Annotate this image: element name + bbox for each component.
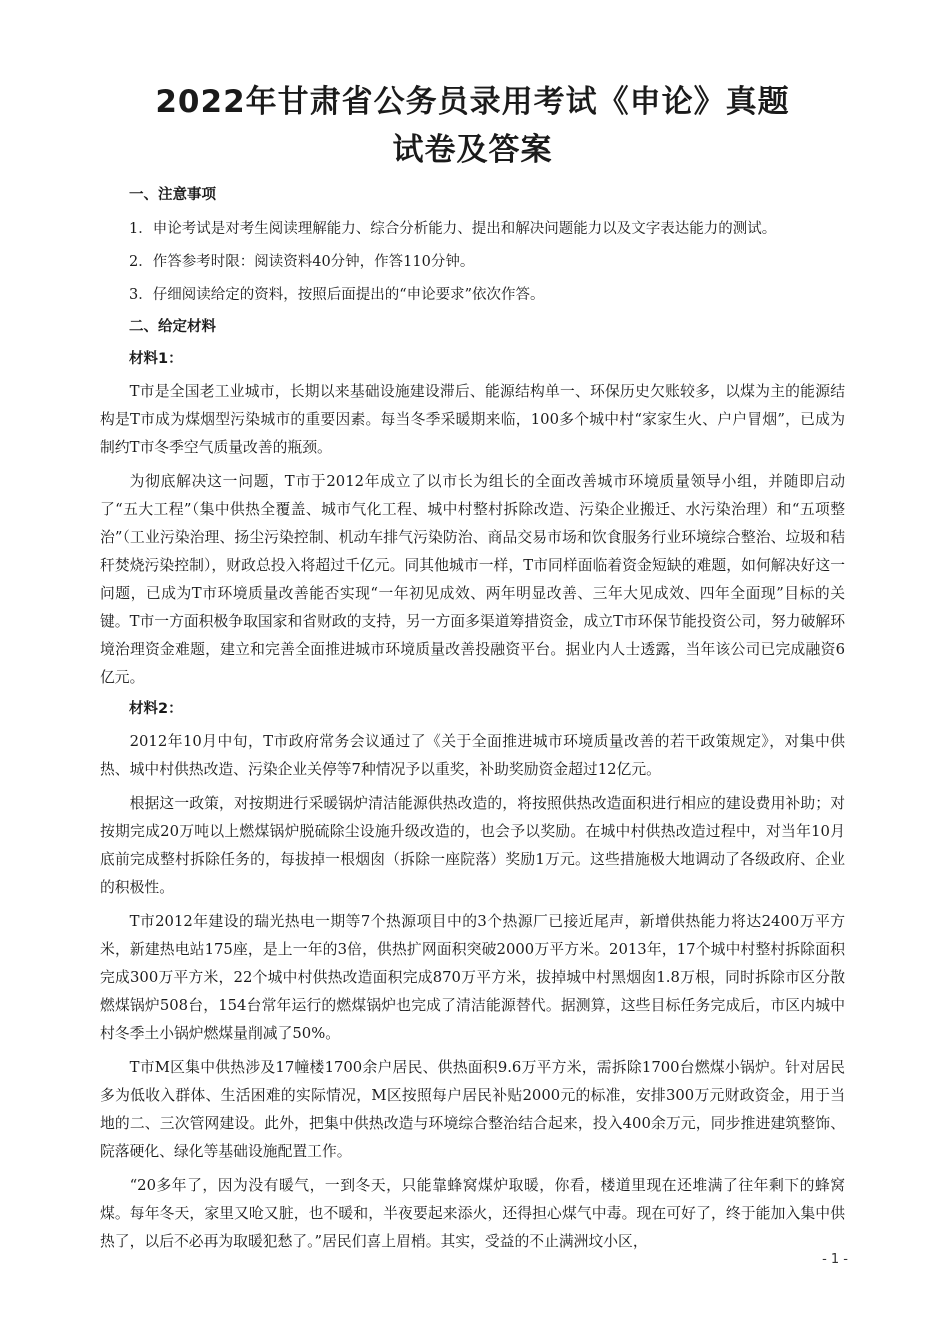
material-2-paragraph: 根据这一政策，对按期进行采暖锅炉清洁能源供热改造的，将按照供热改造面积进行相应的建设费用补助；对按期完成20万吨以上燃煤锅炉脱硫除尘设施升级改造的，也会予以奖励。在城中村供热改造过程中，对当年10月底前完成整村拆除任务的，每拔掉一根烟囱（拆除一座院落）奖励1万元。这些措施极大地调动了各级政府、企业的积极性。 — [100, 795, 845, 896]
notice-item-3: 3．仔细阅读给定的资料，按照后面提出的“申论要求”依次作答。 — [129, 287, 545, 303]
material-2-paragraph: T市2012年建设的瑞光热电一期等7个热源项目中的3个热源厂已接近尾声，新增供热能力将达2400万平方米，新建热电站175座，是上一年的3倍，供热扩网面积突破2000万平方米。2013年，17个城中村整村拆除面积完成300万平方米，22个城中村供热改造面积完成870万平方米，拔掉城中村黑烟囱1.8万根，同时拆除市区分散燃煤锅炉508台，154台常年运行的燃煤锅炉也完成了清洁能源替代。据测算，这些目标任务完成后，市区内城中村冬季土小锅炉燃煤量削减了50%。 — [100, 913, 845, 1042]
document-page — [100, 78, 845, 1262]
material-1-paragraph: 为彻底解决这一问题，T市于2012年成立了以市长为组长的全面改善城市环境质量领导小组，并随即启动了“五大工程”（集中供热全覆盖、城市气化工程、城中村整村拆除改造、污染企业搬迁、水污染治理）和“五项整治”（工业污染治理、扬尘污染控制、机动车排气污染防治、商品交易市场和饮食服务行业环境综合整治、垃圾和秸秆焚烧污染控制），财政总投入将超过千亿元。同其他城市一样，T市同样面临着资金短缺的难题，如何解决好这一问题，已成为T市环境质量改善能否实现“一年初见成效、两年明显改善、三年大见成效、四年全面现”目标的关键。T市一方面积极争取国家和省财政的支持，另一方面多渠道筹措资金，成立T市环保节能投资公司，努力破解环境治理资金难题，建立和完善全面推进城市环境质量改善投融资平台。据业内人士透露，当年该公司已完成融资6亿元。 — [100, 473, 845, 686]
notice-heading: 一、注意事项 — [129, 187, 216, 203]
material-2-label: 材料2： — [129, 701, 183, 717]
materials-heading: 二、给定材料 — [129, 319, 216, 335]
material-2-paragraph: “20多年了，因为没有暖气，一到冬天，只能靠蜂窝煤炉取暖，你看，楼道里现在还堆满了往年剩下的蜂窝煤。每年冬天，家里又呛又脏，也不暖和，半夜要起来添火，还得担心煤气中毒。现在可好了，终于能加入集中供热了，以后不必再为取暖犯愁了。”居民们喜上眉梢。其实，受益的不止满洲坟小区， — [100, 1177, 845, 1250]
title-line-1: 2022年甘肃省公务员录用考试《申论》真题 — [155, 84, 790, 120]
notice-item-1: 1．申论考试是对考生阅读理解能力、综合分析能力、提出和解决问题能力以及文字表达能力的测试。 — [129, 221, 777, 237]
material-1-paragraph: T市是全国老工业城市，长期以来基础设施建设滞后、能源结构单一、环保历史欠账较多，以煤为主的能源结构是T市成为煤烟型污染城市的重要因素。每当冬季采暖期来临，100多个城中村“家家生火、户户冒烟”，已成为制约T市冬季空气质量改善的瓶颈。 — [100, 383, 845, 456]
notice-item-2: 2．作答参考时限：阅读资料40分钟，作答110分钟。 — [129, 254, 475, 270]
material-2-paragraph: 2012年10月中旬，T市政府常务会议通过了《关于全面推进城市环境质量改善的若干政策规定》，对集中供热、城中村供热改造、污染企业关停等7种情况予以重奖，补助奖励资金超过12亿元。 — [100, 733, 845, 778]
material-1-label: 材料1： — [129, 351, 183, 367]
page-number: - 1 - — [822, 1252, 848, 1267]
title-line-2: 试卷及答案 — [392, 132, 553, 168]
document-title — [100, 78, 845, 174]
material-2-paragraph: T市M区集中供热涉及17幢楼1700余户居民、供热面积9.6万平方米，需拆除1700台燃煤小锅炉。针对居民多为低收入群体、生活困难的实际情况，M区按照每户居民补贴2000元的标准，安排300万元财政资金，用于当地的二、三次管网建设。此外，把集中供热改造与环境综合整治结合起来，投入400余万元，同步推进建筑整饰、院落硬化、绿化等基础设施配置工作。 — [100, 1059, 845, 1160]
